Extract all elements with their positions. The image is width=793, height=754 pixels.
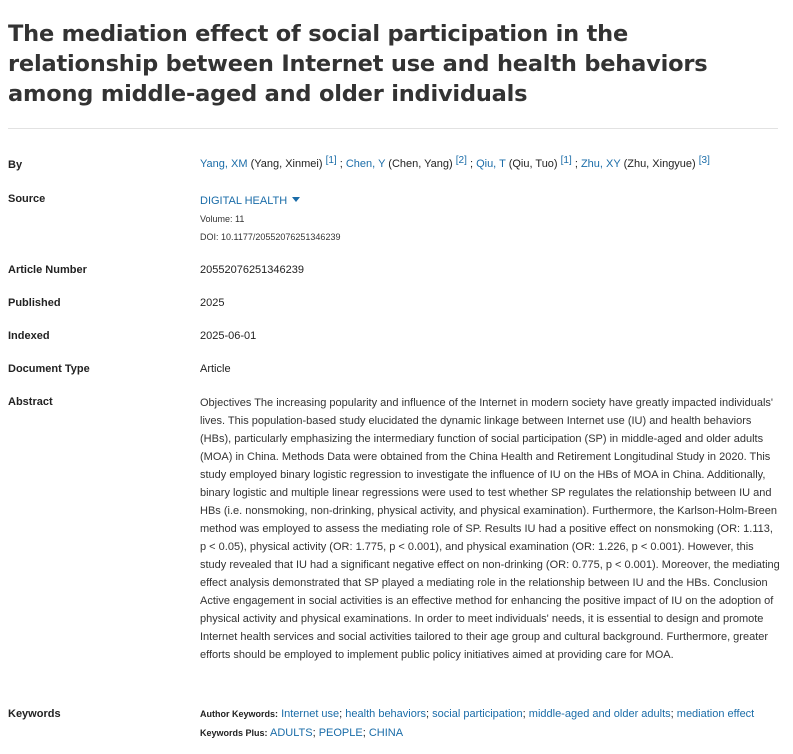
source-doi: DOI: 10.1177/20552076251346239 (200, 232, 341, 242)
author-keywords-row: Author Keywords: Internet use; health behaviors; social participation; middle-aged and older adults; mediation effect (200, 708, 755, 720)
author-keywords-label: Author Keywords: (200, 709, 279, 719)
author-keyword-link[interactable]: mediation effect (676, 708, 755, 720)
label-by: By (8, 159, 23, 171)
author-affil-3[interactable]: [1] (560, 155, 572, 166)
published-value: 2025 (200, 297, 225, 309)
author-fullname-1: (Yang, Xinmei) (250, 158, 323, 170)
author-keyword-link[interactable]: social participation (432, 708, 523, 720)
label-source: Source (8, 193, 46, 205)
keyword-plus-link[interactable]: PEOPLE (318, 727, 363, 739)
keywords-plus-row: Keywords Plus: ADULTS; PEOPLE; CHINA (200, 727, 404, 739)
abstract-text: Objectives The increasing popularity and influence of the Internet in modern society have greatly impacted individuals' lives. This population-based study elucidated the dynamic linkage between Internet use (IU) and health behaviors (HBs), particularly emphasizing the intermediary function of social participation (SP) in middle-aged and older adults (MOA) in China. Methods Data were obtained from the China Health and Retirement Longitudinal Study in 2020. This study employed binary logistic regression to investigate the influence of IU on the HBs of MOA in China. Additionally, binary logistic and multiple linear regressions were used to test whether SP regulates the relationship between IU and HBs (i.e. nonsmoking, non-drinking, physical activity, and physical examination). Furthermore, the Karlson-Holm-Breen method was employed to assess the mediating role of SP. Results IU had a positive effect on nonsmoking (OR: 1.113, p < 0.05), physical activity (OR: 1.775, p < 0.001), and physical examination (OR: 1.226, p < 0.001). However, this study revealed that IU had a significant negative effect on non-drinking (OR: 0.775, p < 0.001). Moreover, the mediating effect analysis demonstrated that SP played a mediating role in the relationship between IU and the HBs. Conclusion Active engagement in social activities is an effective method for enhancing the positive impact of IU on the adoption of physical activity and physical examinations. In order to meet individuals' needs, it is essential to design and promote Internet health services and social activities tailored to their age group and cultural background. Furthermore, greater efforts should be employed to implement public policy initiatives aimed at providing care for MOA. (200, 397, 780, 661)
source-journal[interactable]: DIGITAL HEALTH (200, 195, 288, 207)
keywords-plus-label: Keywords Plus: (200, 728, 268, 738)
author-link-1[interactable]: Yang, XM (200, 158, 248, 170)
author-keyword-link[interactable]: Internet use (281, 708, 340, 720)
author-affil-4[interactable]: [3] (698, 155, 710, 166)
source-volume: Volume: 11 (200, 214, 245, 224)
label-published: Published (8, 297, 61, 309)
author-link-2[interactable]: Chen, Y (345, 158, 386, 170)
article-number-value: 20552076251346239 (200, 264, 305, 276)
caret-down-icon[interactable] (292, 197, 300, 202)
author-link-3[interactable]: Qiu, T (476, 158, 506, 170)
keyword-plus-link[interactable]: CHINA (368, 727, 404, 739)
author-fullname-2: (Chen, Yang) (388, 158, 453, 170)
label-abstract: Abstract (8, 396, 53, 408)
authors-list: Yang, XM (Yang, Xinmei) [1] ; Chen, Y (Chen, Yang) [2] ; Qiu, T (Qiu, Tuo) [1] ; Zhu, XY (Zhu, Xingyue) [3] (200, 155, 710, 170)
label-document-type: Document Type (8, 363, 90, 375)
divider (8, 128, 778, 129)
author-keyword-link[interactable]: middle-aged and older adults (528, 708, 671, 720)
source-journal-dropdown[interactable] (200, 195, 300, 207)
author-link-4[interactable]: Zhu, XY (580, 158, 621, 170)
author-fullname-4: (Zhu, Xingyue) (623, 158, 696, 170)
author-affil-2[interactable]: [2] (455, 155, 467, 166)
label-indexed: Indexed (8, 330, 50, 342)
indexed-value: 2025-06-01 (200, 330, 257, 342)
document-type-value: Article (200, 363, 231, 375)
author-keyword-link[interactable]: health behaviors (345, 708, 427, 720)
label-keywords: Keywords (8, 708, 61, 720)
article-title: The mediation effect of social participation in the relationship between Internet use and health behaviors among middle-aged and older individuals (8, 21, 708, 107)
label-article-number: Article Number (8, 264, 87, 276)
author-fullname-3: (Qiu, Tuo) (508, 158, 558, 170)
author-affil-1[interactable]: [1] (325, 155, 337, 166)
keyword-plus-link[interactable]: ADULTS (269, 727, 313, 739)
